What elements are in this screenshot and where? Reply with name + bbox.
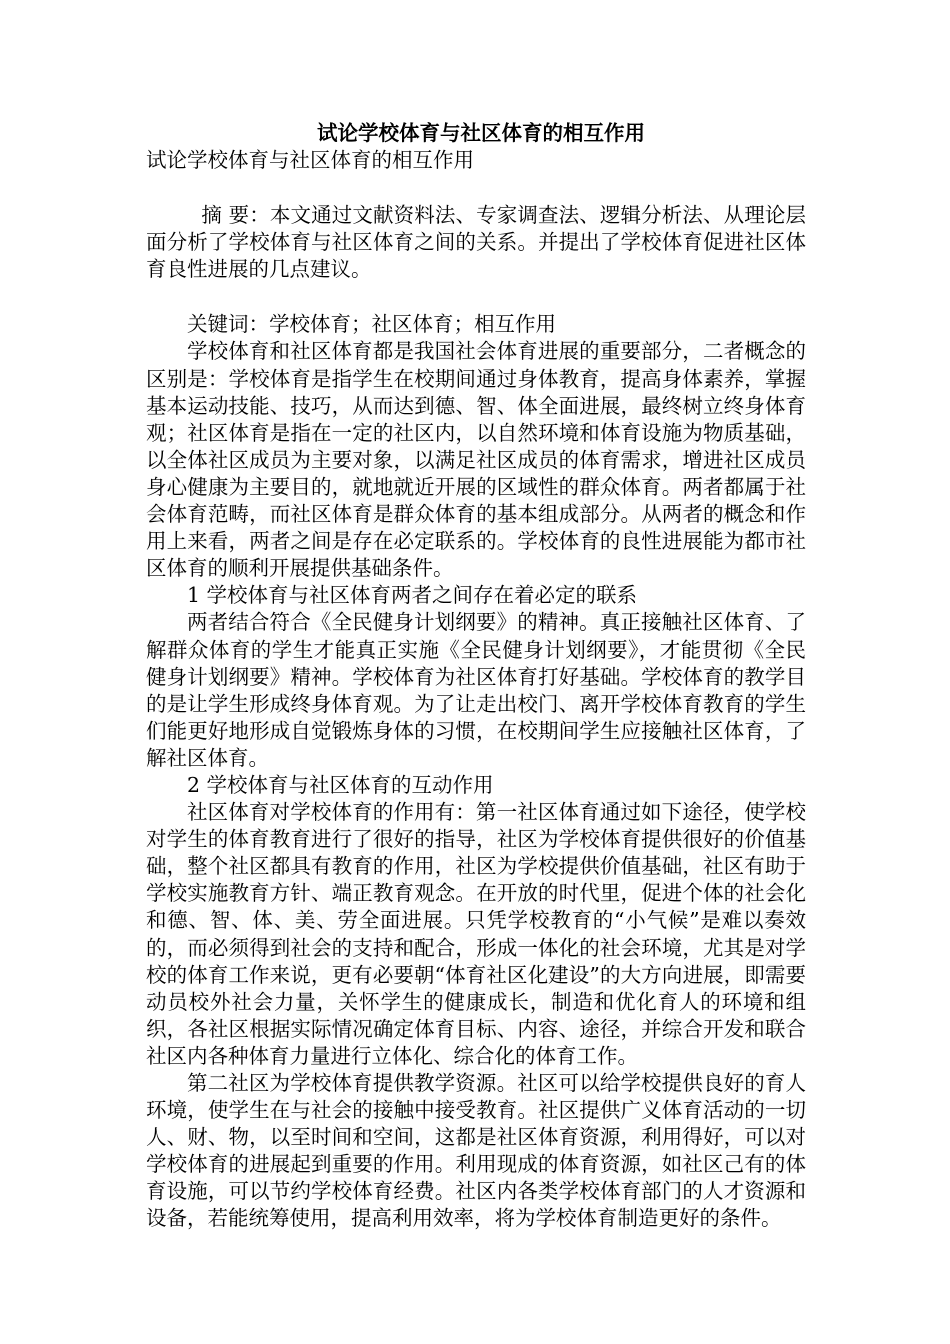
spacer xyxy=(146,174,806,202)
body-paragraph: 学校体育和社区体育都是我国社会体育进展的重要部分，二者概念的区别是：学校体育是指学生在校期间通过身体教育，提高身体素养，掌握基本运动技能、技巧，从而达到德、智、体全面进展，最终树立终身体育观；社区体育是指在一定的社区内，以自然环境和体育设施为物质基础，以全体社区成员为主要对象，以满足社区成员的体育需求，增进社区成员身心健康为主要目的，就地就近开展的区域性的群众体育。两者都属于社会体育范畴，而社区体育是群众体育的基本组成部分。从两者的概念和作用上来看，两者之间是存在必定联系的。学校体育的良性进展能为都市社区体育的顺利开展提供基础条件。 xyxy=(146,339,806,581)
section-heading-1: 1 学校体育与社区体育两者之间存在着必定的联系 xyxy=(187,583,638,608)
document-subtitle: 试论学校体育与社区体育的相互作用 xyxy=(146,148,474,172)
abstract-paragraph: 摘 要：本文通过文献资料法、专家调查法、逻辑分析法、从理论层面分析了学校体育与社区体育之间的关系。并提出了学校体育促进社区体育良性进展的几点建议。 xyxy=(146,203,806,282)
spacer xyxy=(146,283,806,311)
keywords-line: 关键词：学校体育；社区体育；相互作用 xyxy=(187,312,556,337)
document-body xyxy=(146,120,806,1233)
body-paragraph: 第二社区为学校体育提供教学资源。社区可以给学校提供良好的育人环境，使学生在与社会的接触中接受教育。社区提供广义体育活动的一切人、财、物，以至时间和空间，这都是社区体育资源，利用得好，可以对学校体育的进展起到重要的作用。利用现成的体育资源，如社区己有的体育设施，可以节约学校体育经费。社区内各类学校体育部门的人才资源和设备，若能统筹使用，提高利用效率，将为学校体育制造更好的条件。 xyxy=(146,1071,806,1231)
section-heading-2: 2 学校体育与社区体育的互动作用 xyxy=(187,772,494,797)
document-title: 试论学校体育与社区体育的相互作用 xyxy=(317,121,645,145)
body-paragraph: 社区体育对学校体育的作用有：第一社区体育通过如下途径，使学校对学生的体育教育进行了很好的指导，社区为学校体育提供很好的价值基础，整个社区都具有教育的作用，社区为学校提供价值基础，社区有助于学校实施教育方针、端正教育观念。在开放的时代里，促进个体的社会化和德、智、体、美、劳全面进展。只凭学校教育的“小气候”是难以奏效的，而必须得到社会的支持和配合，形成一体化的社会环境，尤其是对学校的体育工作来说，更有必要朝“体育社区化建设”的大方向进展，即需要动员校外社会力量，关怀学生的健康成长，制造和优化育人的环境和组织，各社区根据实际情况确定体育目标、内容、途径，并综合开发和联合社区内各种体育力量进行立体化、综合化的体育工作。 xyxy=(146,800,806,1068)
body-paragraph: 两者结合符合《全民健身计划纲要》的精神。真正接触社区体育、了解群众体育的学生才能真正实施《全民健身计划纲要》，才能贯彻《全民健身计划纲要》精神。学校体育为社区体育打好基础。学校体育的教学目的是让学生形成终身体育观。为了让走出校门、离开学校体育教育的学生们能更好地形成自觉锻炼身体的习惯，在校期间学生应接触社区体育，了解社区体育。 xyxy=(146,610,806,770)
